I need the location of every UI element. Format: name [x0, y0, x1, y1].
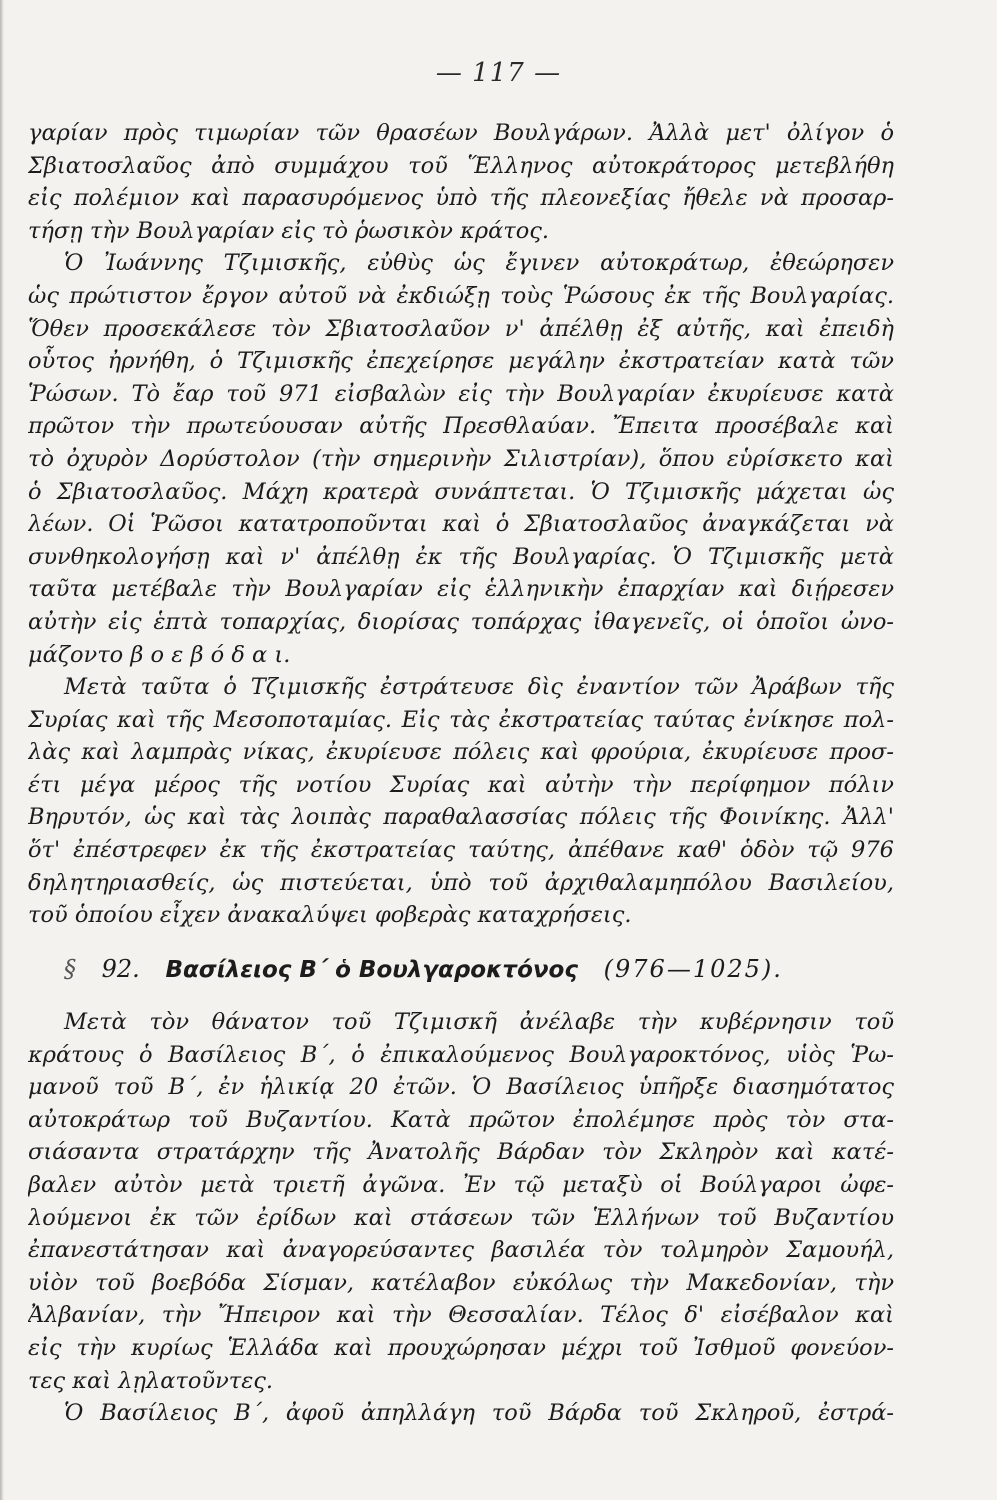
paragraph-start-line: Μετὰ ταῦτα ὁ Τζιμισκῆς ἐστράτευσε δὶς ἐναντίον τῶν Ἀράβων τῆς: [64, 674, 894, 701]
text-line: Ὅθεν προσεκάλεσε τὸν Σβιατοσλαῦον ν' ἀπέλθῃ ἐξ αὐτῆς, καὶ ἐπειδὴ: [28, 315, 894, 342]
page-edge-shadow: [0, 0, 4, 1500]
section-years: (976—1025).: [603, 955, 783, 983]
text-line: Βηρυτόν, ὡς καὶ τὰς λοιπὰς παραθαλασσίας πόλεις τῆς Φοινίκης. Ἀλλ': [28, 804, 894, 831]
paragraph-start-line: Μετὰ τὸν θάνατον τοῦ Τζιμισκῆ ἀνέλαβε τὴν κυβέρνησιν τοῦ: [64, 1009, 894, 1035]
text-line: ὅτ' ἐπέστρεφεν ἐκ τῆς ἐκστρατείας ταύτης, ἀπέθανε καθ' ὁδὸν τῷ 976: [28, 837, 894, 864]
section-heading: [64, 955, 924, 983]
text-line: ὁ Σβιατοσλαῦος. Μάχη κρατερὰ συνάπτεται. Ὁ Τζιμισκῆς μάχεται ὡς: [28, 478, 894, 505]
text-line: μανοῦ τοῦ Β΄, ἐν ἡλικίᾳ 20 ἐτῶν. Ὁ Βασίλειος ὑπῆρξε διασημότατος: [28, 1074, 894, 1101]
text-line: τοῦ ὁποίου εἶχεν ἀνακαλύψει φοβερὰς καταχρήσεις.: [28, 902, 632, 929]
text-line: Ἀλβανίαν, τὴν Ἤπειρον καὶ τὴν Θεσσαλίαν. Τέλος δ' εἰσέβαλον καὶ: [28, 1302, 894, 1329]
text-line: εἰς πολέμιον καὶ παρασυρόμενος ὑπὸ τῆς πλεονεξίας ἤθελε νὰ προσαρ-: [28, 185, 894, 212]
text-line: ἐπανεστάτησαν καὶ ἀναγορεύσαντες βασιλέα τὸν τολμηρὸν Σαμουήλ,: [28, 1237, 894, 1264]
text-line: ταῦτα μετέβαλε τὴν Βουλγαρίαν εἰς ἑλληνικὴν ἐπαρχίαν καὶ διῄρεσεν: [28, 576, 894, 603]
text-line: Σβιατοσλαῦος ἀπὸ συμμάχου τοῦ Ἕλληνος αὐτοκράτορος μετεβλήθη: [28, 152, 894, 179]
text-line: λούμενοι ἐκ τῶν ἐρίδων καὶ στάσεων τῶν Ἑλλήνων τοῦ Βυζαντίου: [28, 1204, 894, 1231]
text-line: συνθηκολογήσῃ καὶ ν' ἀπέλθῃ ἐκ τῆς Βουλγαρίας. Ὁ Τζιμισκῆς μετὰ: [28, 543, 894, 570]
section-title: Βασίλειος Β΄ ὁ Βουλγαροκτόνος: [165, 957, 578, 983]
text-line: Συρίας καὶ τῆς Μεσοποταμίας. Εἰς τὰς ἐκστρατείας ταύτας ἐνίκησε πολ-: [28, 706, 894, 733]
text-line: γαρίαν πρὸς τιμωρίαν τῶν θρασέων Βουλγάρων. Ἀλλὰ μετ' ὀλίγον ὁ: [28, 120, 894, 146]
paragraph-start-line: Ὁ Ἰωάννης Τζιμισκῆς, εὐθὺς ὡς ἔγινεν αὐτοκράτωρ, ἐθεώρησεν: [64, 250, 894, 277]
page-number: — 117 —: [435, 58, 562, 88]
text-line: λέων. Οἱ Ῥῶσοι κατατροποῦνται καὶ ὁ Σβιατοσλαῦος ἀναγκάζεται νὰ: [28, 511, 894, 538]
text-line: μάζοντο β ο ε β ό δ α ι.: [28, 641, 291, 668]
text-line: ὡς πρώτιστον ἔργον αὐτοῦ νὰ ἐκδιώξῃ τοὺς Ῥώσους ἐκ τῆς Βουλγαρίας.: [28, 282, 894, 309]
text-line: λὰς καὶ λαμπρὰς νίκας, ἐκυρίευσε πόλεις καὶ φρούρια, ἐκυρίευσε προσ-: [28, 739, 894, 766]
text-line: δηλητηριασθείς, ὡς πιστεύεται, ὑπὸ τοῦ ἀρχιθαλαμηπόλου Βασιλείου,: [28, 869, 894, 896]
text-line: εἰς τὴν κυρίως Ἑλλάδα καὶ προυχώρησαν μέχρι τοῦ Ἰσθμοῦ φονεύον-: [28, 1334, 894, 1361]
text-line: Ῥώσων. Τὸ ἔαρ τοῦ 971 εἰσβαλὼν εἰς τὴν Βουλγαρίαν ἐκυρίευσε κατὰ: [28, 380, 894, 407]
paragraph-start-line: Ὁ Βασίλειος Β΄, ἀφοῦ ἀπηλλάγη τοῦ Βάρδα τοῦ Σκληροῦ, ἐστρά-: [64, 1400, 894, 1427]
text-line: υἱὸν τοῦ βοεβόδα Σίσμαν, κατέλαβον εὐκόλως τὴν Μακεδονίαν, τὴν: [28, 1269, 894, 1296]
section-number: 92.: [101, 955, 140, 983]
text-line: αὐτὴν εἰς ἑπτὰ τοπαρχίας, διορίσας τοπάρχας ἰθαγενεῖς, οἱ ὁποῖοι ὠνο-: [28, 608, 894, 635]
text-line: τήσῃ τὴν Βουλγαρίαν εἰς τὸ ῥωσικὸν κράτος.: [28, 217, 550, 244]
text-block-basil: [28, 1006, 894, 1430]
text-line: κράτους ὁ Βασίλειος Β΄, ὁ ἐπικαλούμενος Βουλγαροκτόνος, υἱὸς Ῥω-: [28, 1041, 894, 1068]
text-line: σιάσαντα στρατάρχην τῆς Ἀνατολῆς Βάρδαν τὸν Σκληρὸν καὶ κατέ-: [28, 1139, 894, 1166]
text-line: οὗτος ἠρνήθη, ὁ Τζιμισκῆς ἐπεχείρησε μεγάλην ἐκστρατείαν κατὰ τῶν: [28, 348, 894, 375]
text-line: αὐτοκράτωρ τοῦ Βυζαντίου. Κατὰ πρῶτον ἐπολέμησε πρὸς τὸν στα-: [28, 1106, 894, 1133]
text-line: τὸ ὀχυρὸν Δορύστολον (τὴν σημερινὴν Σιλιστρίαν), ὅπου εὑρίσκετο καὶ: [28, 445, 894, 472]
text-line: πρῶτον τὴν πρωτεύουσαν αὐτῆς Πρεσθλαύαν. Ἔπειτα προσέβαλε καὶ: [28, 413, 894, 440]
text-line: τες καὶ λῃλατοῦντες.: [28, 1367, 274, 1394]
text-block-tzimiskes: [28, 117, 894, 932]
text-line: βαλεν αὐτὸν μετὰ τριετῆ ἀγῶνα. Ἐν τῷ μεταξὺ οἱ Βούλγαροι ὠφε-: [28, 1171, 894, 1198]
section-symbol: §: [64, 955, 76, 983]
text-line: έτι μέγα μέρος τῆς νοτίου Συρίας καὶ αὐτὴν τὴν περίφημον πόλιν: [28, 771, 894, 798]
